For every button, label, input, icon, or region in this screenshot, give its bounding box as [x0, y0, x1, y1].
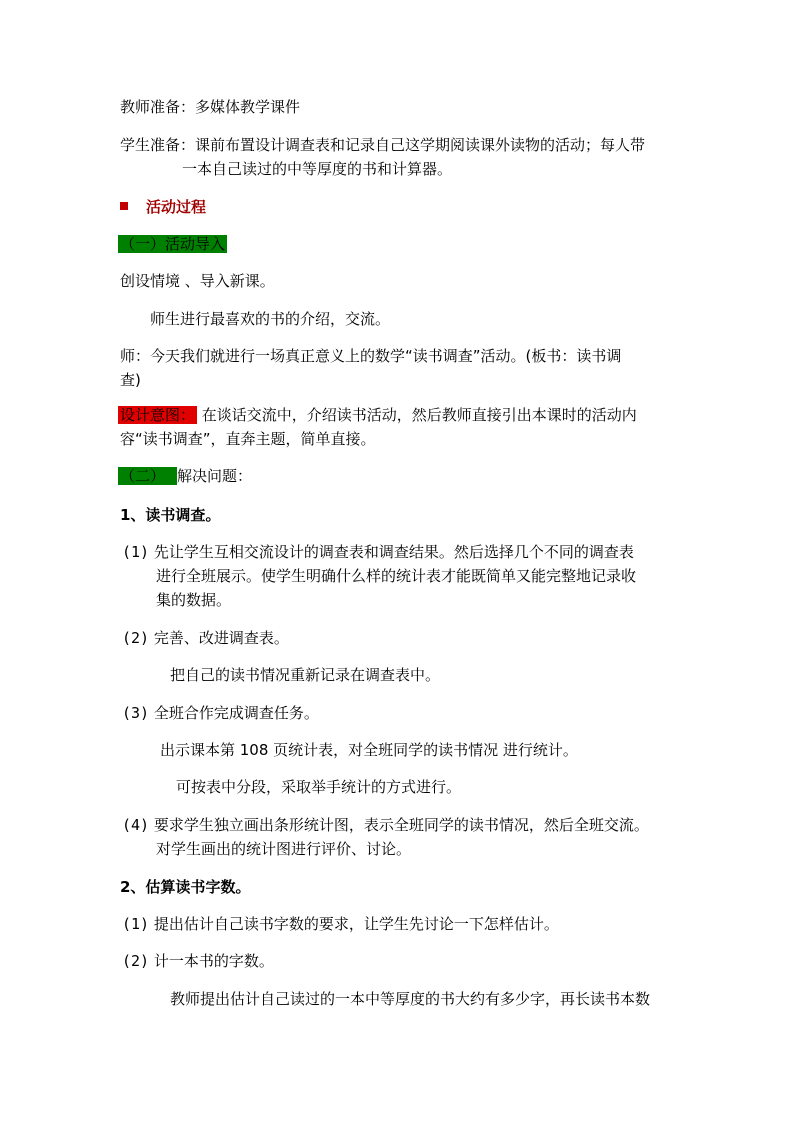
design-intent-line1	[118, 405, 637, 425]
part2-tag-rest: 解决问题：	[177, 467, 253, 485]
student-prep-line2: 一本自己读过的中等厚度的书和计算器。	[182, 160, 453, 178]
student-prep-label: 学生准备：	[120, 136, 196, 154]
square-bullet-icon	[120, 202, 128, 210]
step1-line3: 集的数据。	[156, 591, 232, 609]
teacher-prep-label: 教师准备：	[120, 98, 196, 116]
estimate-step2	[122, 951, 274, 971]
design-intent-line2: 容“读书调查”，直奔主题，简单直接。	[120, 430, 376, 448]
step1-text1: 先让学生互相交流设计的调查表和调查结果。然后选择几个不同的调查表	[153, 543, 634, 561]
step2-sub: 把自己的读书情况重新记录在调查表中。	[170, 666, 441, 684]
part1-tag: （一）活动导入	[120, 235, 226, 253]
step2-text1: 完善、改进调查表。	[153, 629, 289, 647]
step3-sub1: 出示课本第 108 页统计表，对全班同学的读书情况 进行统计。	[160, 741, 578, 759]
design-intent-text1: 在谈话交流中，介绍读书活动，然后教师直接引出本课时的活动内	[201, 406, 637, 424]
step1-number: (1)	[122, 543, 150, 561]
heading-reading-survey: 1、读书调查。	[120, 506, 221, 524]
step4-line1	[122, 815, 649, 835]
step3-sub2: 可按表中分段，采取举手统计的方式进行。	[176, 778, 462, 796]
teacher-prep-text: 多媒体教学课件	[195, 98, 301, 116]
design-intent-tag: 设计意图：	[120, 406, 196, 424]
student-prep-line1	[120, 135, 645, 155]
section-heading	[120, 197, 206, 217]
heading-estimate-words: 2、估算读书字数。	[120, 878, 251, 896]
part1-paragraph2-line1: 师：今天我们就进行一场真正意义上的数学“读书调查”活动。(板书：读书调	[120, 347, 622, 365]
student-prep-text1: 课前布置设计调查表和记录自己这学期阅读课外读物的活动；每人带	[195, 136, 646, 154]
estimate-step1	[122, 914, 559, 934]
part2-tag: （二）	[118, 467, 177, 485]
step4-number: (4)	[122, 816, 150, 834]
step3-line1	[122, 703, 319, 723]
step1-line1	[122, 542, 634, 562]
step2-line1	[122, 628, 289, 648]
step4-line2: 对学生画出的统计图进行评价、讨论。	[156, 840, 412, 858]
step3-number: (3)	[122, 704, 150, 722]
step3-text1: 全班合作完成调查任务。	[153, 704, 319, 722]
step1-line2: 进行全班展示。使学生明确什么样的统计表才能既简单又能完整地记录收	[156, 567, 637, 585]
section-title: 活动过程	[146, 198, 207, 216]
step4-text1: 要求学生独立画出条形统计图，表示全班同学的读书情况，然后全班交流。	[153, 816, 649, 834]
part1-tag-line	[118, 234, 227, 254]
estimate-step1-number: (1)	[122, 915, 150, 933]
teacher-prep-line	[120, 97, 300, 117]
estimate-step2-text: 计一本书的字数。	[153, 952, 274, 970]
part2-tag-line	[118, 466, 252, 486]
estimate-step1-text: 提出估计自己读书字数的要求，让学生先讨论一下怎样估计。	[153, 915, 559, 933]
step2-number: (2)	[122, 629, 150, 647]
estimate-step2-number: (2)	[122, 952, 150, 970]
part1-intro: 创设情境 、导入新课。	[120, 272, 275, 290]
estimate-step2-sub: 教师提出估计自己读过的一本中等厚度的书大约有多少字，再长读书本数	[170, 990, 651, 1008]
part1-paragraph2-line2: 查)	[120, 371, 141, 389]
part1-paragraph1: 师生进行最喜欢的书的介绍，交流。	[150, 310, 391, 328]
